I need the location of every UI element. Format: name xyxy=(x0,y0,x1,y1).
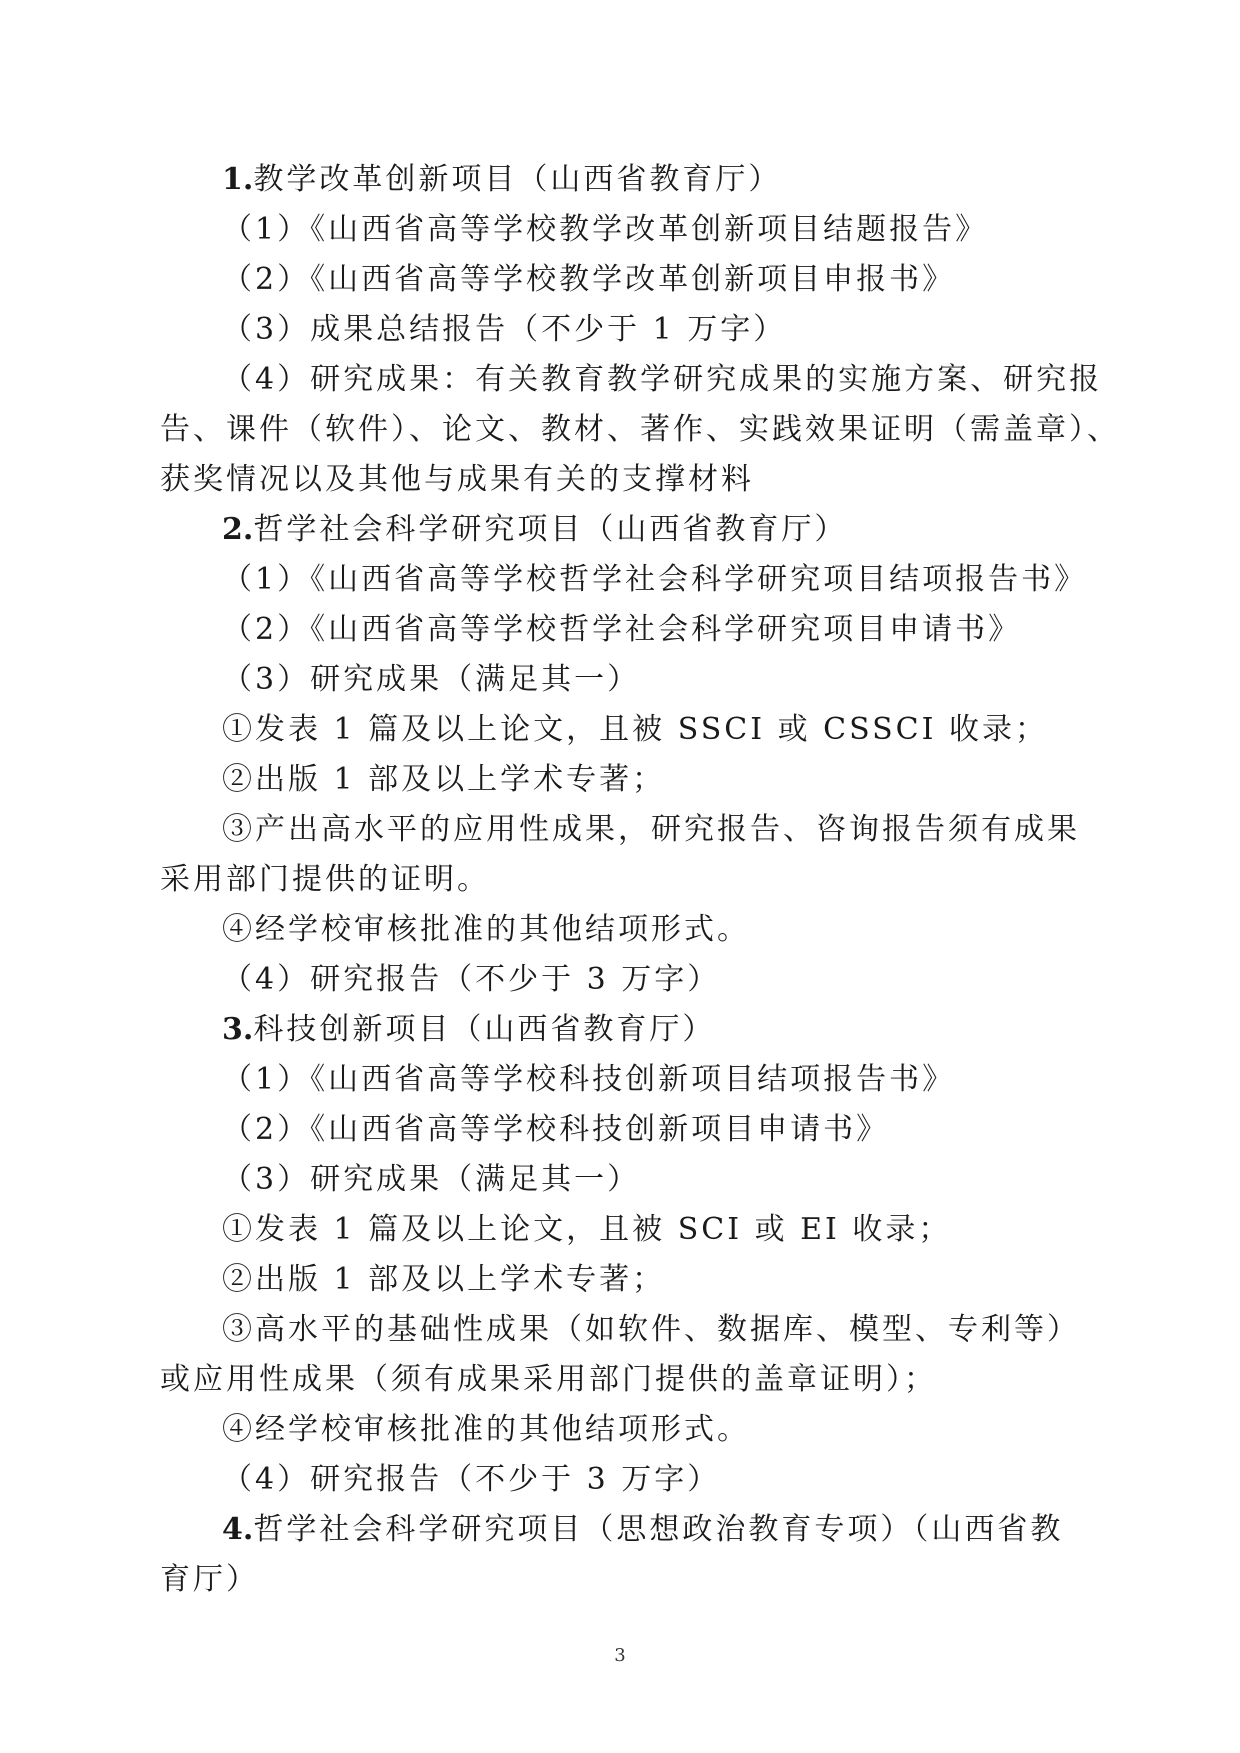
paragraph-line: （3）研究成果（满足其一） xyxy=(222,662,641,697)
paragraph-line: （2）《山西省高等学校哲学社会科学研究项目申请书》 xyxy=(222,612,1022,647)
paragraph-line: ①发表 1 篇及以上论文，且被 SSCI 或 CSSCI 收录； xyxy=(222,712,1049,747)
paragraph-line: （1）《山西省高等学校教学改革创新项目结题报告》 xyxy=(222,212,989,247)
paragraph-line: 育厅） xyxy=(160,1562,259,1597)
page-number: 3 xyxy=(614,1645,626,1666)
paragraph-line: 采用部门提供的证明。 xyxy=(160,862,490,897)
section-heading-1: 1.教学改革创新项目（山西省教育厅） xyxy=(222,162,782,197)
paragraph-line: （1）《山西省高等学校哲学社会科学研究项目结项报告书》 xyxy=(222,562,1088,597)
paragraph-line: 获奖情况以及其他与成果有关的支撑材料 xyxy=(160,462,754,497)
paragraph-line: ④经学校审核批准的其他结项形式。 xyxy=(222,1412,750,1447)
paragraph-line: （4）研究报告（不少于 3 万字） xyxy=(222,962,721,997)
paragraph-line: （4）研究报告（不少于 3 万字） xyxy=(222,1462,721,1497)
paragraph-line: ①发表 1 篇及以上论文，且被 SCI 或 EI 收录； xyxy=(222,1212,952,1247)
section-heading-3: 3.科技创新项目（山西省教育厅） xyxy=(222,1012,716,1047)
document-body xyxy=(160,155,1120,1605)
paragraph-line: 或应用性成果（须有成果采用部门提供的盖章证明）； xyxy=(160,1362,937,1397)
paragraph-line: （2）《山西省高等学校科技创新项目申请书》 xyxy=(222,1112,890,1147)
paragraph-line: ②出版 1 部及以上学术专著； xyxy=(222,1262,666,1297)
paragraph-line: ②出版 1 部及以上学术专著； xyxy=(222,762,666,797)
section-heading-4: 4.哲学社会科学研究项目（思想政治教育专项）（山西省教 xyxy=(222,1512,1064,1547)
paragraph-line: （3）研究成果（满足其一） xyxy=(222,1162,641,1197)
paragraph-line: 告、课件（软件）、论文、教材、著作、实践效果证明（需盖章）、 xyxy=(160,412,1120,447)
paragraph-line: （1）《山西省高等学校科技创新项目结项报告书》 xyxy=(222,1062,956,1097)
paragraph-line: （3）成果总结报告（不少于 1 万字） xyxy=(222,312,787,347)
paragraph-line: ④经学校审核批准的其他结项形式。 xyxy=(222,912,750,947)
section-heading-2: 2.哲学社会科学研究项目（山西省教育厅） xyxy=(222,512,848,547)
paragraph-line: （4）研究成果：有关教育教学研究成果的实施方案、研究报 xyxy=(222,362,1103,397)
paragraph-line: （2）《山西省高等学校教学改革创新项目申报书》 xyxy=(222,262,956,297)
paragraph-line: ③高水平的基础性成果（如软件、数据库、模型、专利等） xyxy=(222,1312,1080,1347)
paragraph-line: ③产出高水平的应用性成果，研究报告、咨询报告须有成果 xyxy=(222,812,1080,847)
